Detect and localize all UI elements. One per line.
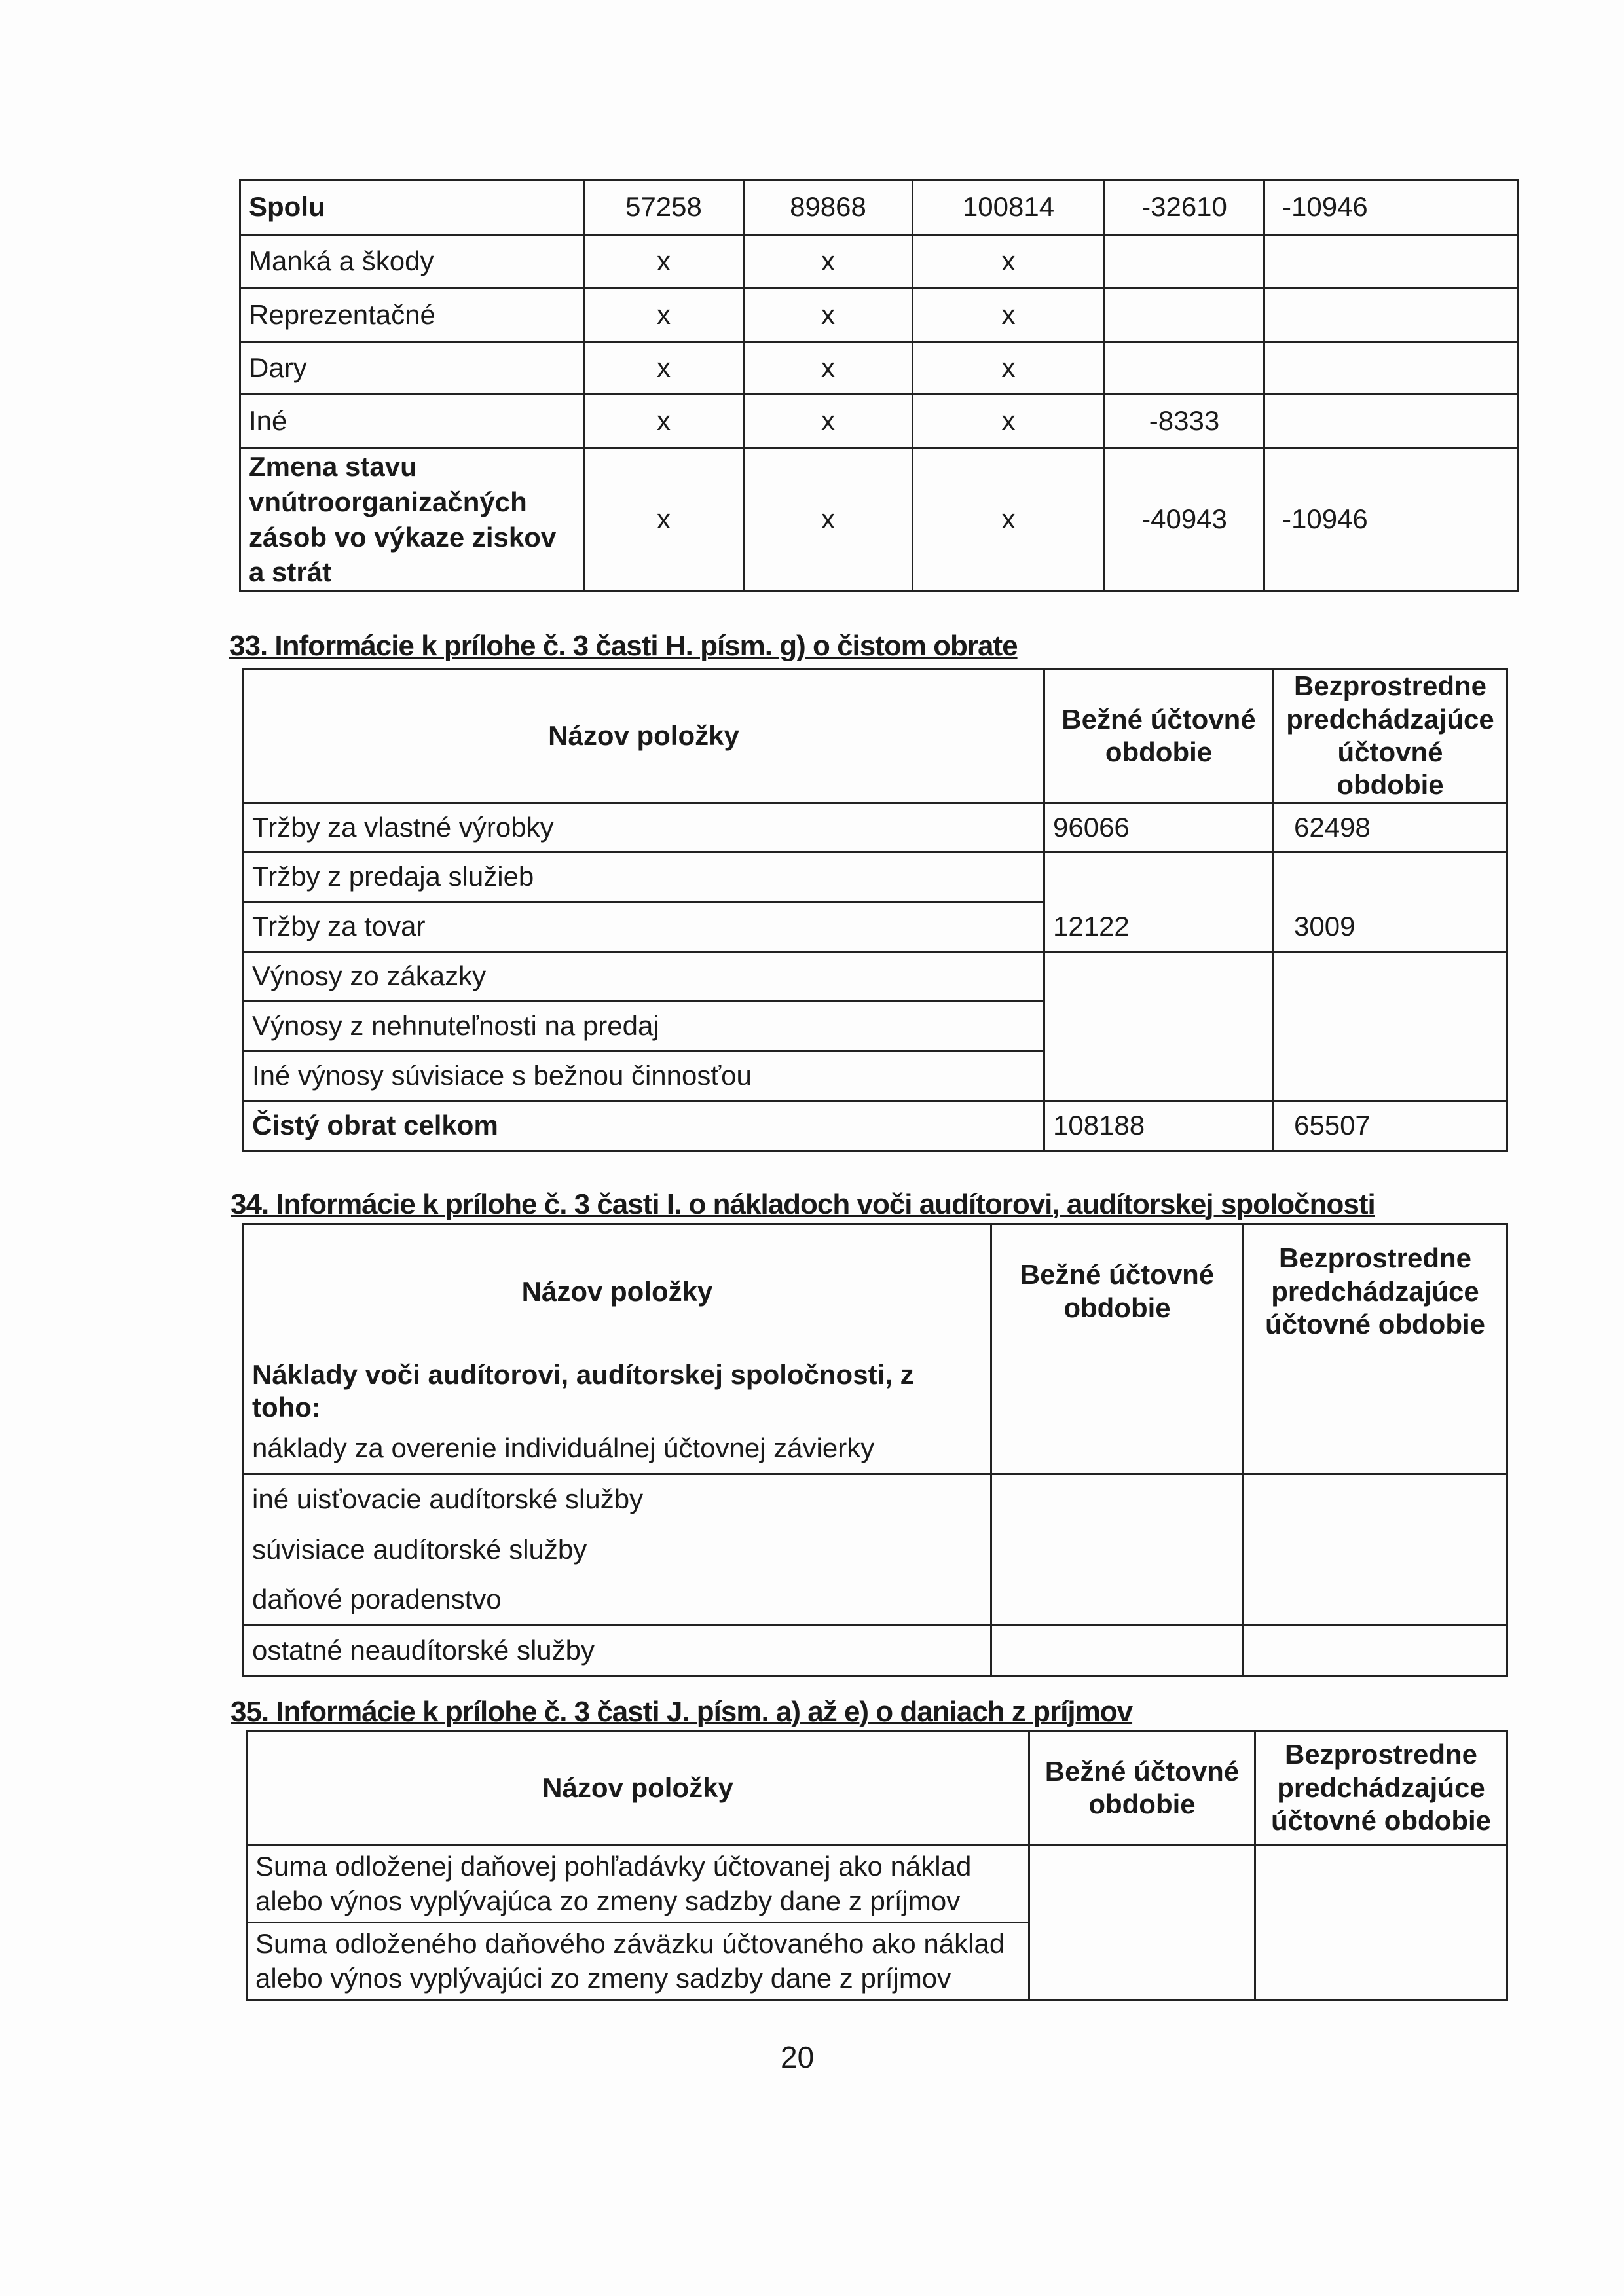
cell — [1264, 289, 1519, 342]
cell: 100814 — [913, 180, 1105, 235]
cell — [1105, 289, 1264, 342]
cell — [1044, 852, 1274, 902]
cell — [1105, 342, 1264, 395]
table-row — [244, 1002, 1507, 1051]
section-35-heading: 35. Informácie k prílohe č. 3 časti J. písm. a) až e) o daniach z príjmov — [231, 1696, 1133, 1728]
row-label: Spolu — [240, 180, 584, 235]
col-header-name: Názov položky — [244, 1224, 991, 1358]
table-row — [240, 448, 1519, 591]
cell: -8333 — [1105, 395, 1264, 448]
cell: 96066 — [1044, 803, 1274, 852]
cell — [1105, 235, 1264, 289]
row-label: Náklady voči audítorovi, audítorskej spoločnosti, z toho: — [244, 1358, 991, 1425]
row-label: Výnosy z nehnuteľnosti na predaj — [244, 1002, 1044, 1051]
cell — [1274, 852, 1507, 902]
cell — [1255, 1846, 1507, 1923]
cell — [1244, 1524, 1507, 1575]
cell: 65507 — [1274, 1101, 1507, 1151]
table-row — [244, 852, 1507, 902]
row-label: Tržby z predaja služieb — [244, 852, 1044, 902]
table-32 — [239, 179, 1519, 592]
cell — [991, 1625, 1244, 1675]
row-label: Suma odloženej daňovej pohľadávky účtovanej ako náklad alebo výnos vyplývajúca zo zmeny sadzby dane z príjmov — [247, 1846, 1029, 1923]
table-header-row — [247, 1731, 1507, 1846]
cell — [991, 1358, 1244, 1425]
row-label: Iné výnosy súvisiace s bežnou činnosťou — [244, 1051, 1044, 1101]
cell: 3009 — [1274, 902, 1507, 952]
cell: x — [584, 395, 744, 448]
table-row — [244, 1575, 1507, 1625]
cell — [1044, 952, 1274, 1002]
section-34-heading: 34. Informácie k prílohe č. 3 časti I. o nákladoch voči audítorovi, audítorskej spoločnosti — [231, 1188, 1375, 1220]
row-label: náklady za overenie individuálnej účtovnej závierky — [244, 1424, 991, 1474]
table-row — [240, 235, 1519, 289]
cell: 57258 — [584, 180, 744, 235]
cell — [1244, 1625, 1507, 1675]
cell: x — [584, 448, 744, 591]
row-label: Zmena stavu vnútroorganizačných zásob vo výkaze ziskov a strát — [240, 448, 584, 591]
cell — [1044, 1051, 1274, 1101]
table-35 — [246, 1730, 1508, 2001]
col-header-name: Názov položky — [244, 669, 1044, 803]
table-row — [240, 289, 1519, 342]
col-header-current: Bežné účtovné obdobie — [1029, 1731, 1255, 1846]
table-row — [244, 1051, 1507, 1101]
cell: x — [913, 342, 1105, 395]
cell — [991, 1424, 1244, 1474]
cell: 89868 — [744, 180, 913, 235]
table-33 — [242, 668, 1508, 1152]
cell — [991, 1575, 1244, 1625]
table-row — [244, 1101, 1507, 1151]
cell — [991, 1474, 1244, 1524]
row-label: Tržby za vlastné výrobky — [244, 803, 1044, 852]
col-header-previous: Bezprostredne predchádzajúce účtovné obdobie — [1255, 1731, 1507, 1846]
cell: x — [744, 289, 913, 342]
cell: x — [584, 342, 744, 395]
col-header-previous: Bezprostredne predchádzajúce účtovné obdobie — [1244, 1224, 1507, 1358]
row-label: iné uisťovacie audítorské služby — [244, 1474, 991, 1524]
cell: x — [744, 448, 913, 591]
col-header-previous: Bezprostredne predchádzajúce účtovné obdobie — [1274, 669, 1507, 803]
row-label: daňové poradenstvo — [244, 1575, 991, 1625]
cell — [1255, 1923, 1507, 2000]
col-header-current: Bežné účtovné obdobie — [991, 1224, 1244, 1358]
cell — [1274, 1002, 1507, 1051]
table-header-row — [244, 1224, 1507, 1358]
row-label: Reprezentačné — [240, 289, 584, 342]
row-label: Iné — [240, 395, 584, 448]
cell: -10946 — [1264, 180, 1519, 235]
row-label: Čistý obrat celkom — [244, 1101, 1044, 1151]
cell — [1029, 1846, 1255, 1923]
cell — [991, 1524, 1244, 1575]
cell: x — [913, 289, 1105, 342]
table-row — [244, 1524, 1507, 1575]
row-label: Výnosy zo zákazky — [244, 952, 1044, 1002]
cell — [1274, 952, 1507, 1002]
row-label: Tržby za tovar — [244, 902, 1044, 952]
cell: x — [584, 289, 744, 342]
col-header-current: Bežné účtovné obdobie — [1044, 669, 1274, 803]
table-row — [244, 1358, 1507, 1425]
row-label: ostatné neaudítorské služby — [244, 1625, 991, 1675]
table-row — [240, 342, 1519, 395]
cell — [1264, 342, 1519, 395]
cell: -40943 — [1105, 448, 1264, 591]
table-row — [240, 180, 1519, 235]
cell: -32610 — [1105, 180, 1264, 235]
table-row — [240, 395, 1519, 448]
cell — [1244, 1474, 1507, 1524]
cell — [1244, 1358, 1507, 1425]
table-row — [247, 1923, 1507, 2000]
table-row — [244, 1424, 1507, 1474]
cell: x — [913, 448, 1105, 591]
cell: x — [913, 235, 1105, 289]
cell — [1029, 1923, 1255, 2000]
cell — [1264, 395, 1519, 448]
cell — [1264, 235, 1519, 289]
cell: x — [584, 235, 744, 289]
cell: x — [744, 235, 913, 289]
cell: -10946 — [1264, 448, 1519, 591]
table-34 — [242, 1223, 1508, 1677]
cell — [1274, 1051, 1507, 1101]
cell: x — [744, 395, 913, 448]
row-label: Suma odloženého daňového záväzku účtovaného ako náklad alebo výnos vyplývajúci zo zmeny sadzby dane z príjmov — [247, 1923, 1029, 2000]
section-33-heading: 33. Informácie k prílohe č. 3 časti H. písm. g) o čistom obrate — [229, 630, 1018, 662]
cell — [1244, 1424, 1507, 1474]
row-label: Dary — [240, 342, 584, 395]
cell: 12122 — [1044, 902, 1274, 952]
table-header-row — [244, 669, 1507, 803]
cell — [1244, 1575, 1507, 1625]
table-row — [244, 803, 1507, 852]
row-label: súvisiace audítorské služby — [244, 1524, 991, 1575]
table-row — [244, 952, 1507, 1002]
row-label: Manká a škody — [240, 235, 584, 289]
page-number: 20 — [781, 2040, 815, 2074]
cell: x — [744, 342, 913, 395]
table-row — [244, 1474, 1507, 1524]
table-row — [244, 1625, 1507, 1675]
cell — [1044, 1002, 1274, 1051]
cell: 62498 — [1274, 803, 1507, 852]
cell: x — [913, 395, 1105, 448]
table-row — [247, 1846, 1507, 1923]
cell: 108188 — [1044, 1101, 1274, 1151]
col-header-name: Názov položky — [247, 1731, 1029, 1846]
table-row — [244, 902, 1507, 952]
